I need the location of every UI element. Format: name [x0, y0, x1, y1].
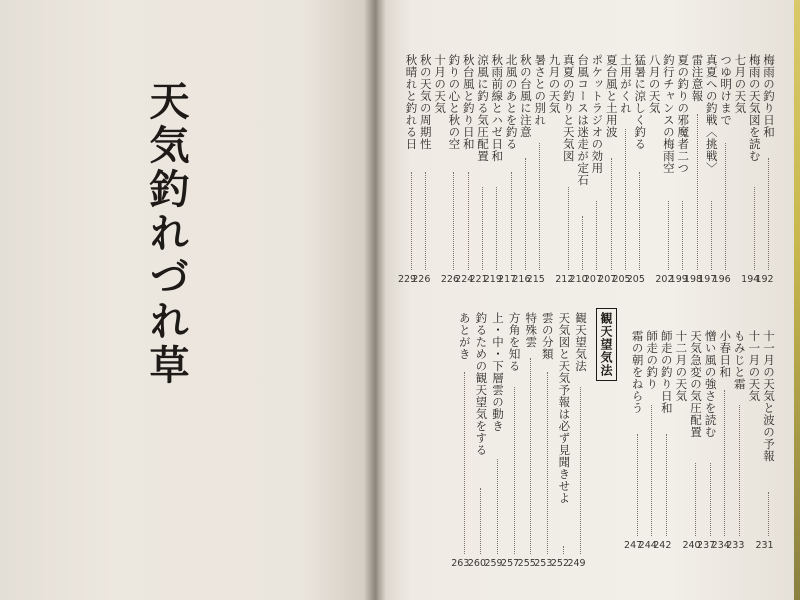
- toc-entry-label: 十月の天気: [433, 54, 448, 114]
- toc-page-number: 240: [682, 540, 701, 551]
- toc-entry-label: 釣行チャンスの梅雨空: [661, 54, 676, 174]
- toc-page-number: 194: [741, 274, 760, 285]
- toc-page-number: 249: [567, 558, 586, 569]
- toc-page-number: 242: [653, 540, 672, 551]
- toc-leader-dots: [697, 114, 698, 270]
- toc-entry: [550, 312, 572, 570]
- toc-entry-label: 北風のあとを釣る: [504, 54, 519, 150]
- toc-leader-dots: [711, 201, 712, 270]
- toc-page-number: 205: [612, 274, 631, 285]
- toc-entry-label: 真夏の釣りと天気図: [561, 54, 576, 162]
- toc-entry-label: もみじと霜: [732, 330, 747, 390]
- toc-entry-label: 秋台風と釣り日和: [461, 54, 476, 150]
- left-page: [0, 0, 378, 600]
- toc-page-number: 219: [483, 274, 502, 285]
- toc-leader-dots: [582, 216, 583, 271]
- toc-page-number: 205: [626, 274, 645, 285]
- toc-entry-label: ポケットラジオの効用: [590, 54, 605, 174]
- toc-page-number: 199: [669, 274, 688, 285]
- toc-leader-dots: [482, 187, 483, 271]
- toc-entry-label: 師走の釣り日和: [659, 330, 674, 414]
- toc-entry: [467, 312, 489, 570]
- toc-leader-dots: [480, 488, 481, 554]
- toc-leader-dots: [525, 158, 526, 271]
- toc-entry: [653, 330, 674, 552]
- toc-entry: [741, 54, 762, 286]
- toc-page-number: 252: [550, 558, 569, 569]
- toc-entry-label: 特殊雲: [524, 312, 539, 348]
- toc-leader-dots: [547, 372, 548, 554]
- toc-entry-label: 師走の釣り: [645, 330, 660, 390]
- toc-page-number: 229: [397, 274, 417, 285]
- toc-entry-label: 方角を知る: [507, 312, 522, 372]
- toc-entry: [698, 54, 719, 286]
- toc-leader-dots: [754, 187, 755, 271]
- toc-leader-dots: [651, 405, 652, 537]
- toc-leader-dots: [710, 463, 711, 537]
- toc-entry-label: 秋の台風に注意: [518, 54, 533, 138]
- toc-leader-dots: [580, 387, 581, 555]
- toc-page-number: 216: [512, 274, 531, 285]
- toc-leader-dots: [468, 172, 469, 270]
- toc-entry: [484, 312, 505, 570]
- toc-entry: [712, 54, 734, 286]
- toc-entry-label: 上・中・下層雲の動き: [491, 312, 505, 432]
- toc-entry: [674, 330, 688, 552]
- toc-page-number: 192: [755, 274, 774, 285]
- toc-entry: [669, 54, 691, 286]
- toc-entry-label: 夏台風と土用波: [604, 54, 619, 138]
- toc-entry-label: 八月の天気: [647, 54, 662, 114]
- toc-entry-label: 十一月の天気: [747, 330, 762, 402]
- toc-entry: [501, 312, 522, 570]
- toc-entry: [655, 54, 676, 286]
- toc-entry: [733, 54, 747, 286]
- toc-leader-dots: [625, 129, 626, 271]
- toc-page-number: 197: [698, 274, 717, 285]
- toc-leader-dots: [464, 372, 465, 554]
- toc-entry-label: 七月の天気: [733, 54, 748, 114]
- toc-page-number: 215: [526, 274, 545, 285]
- toc-entry: [624, 330, 645, 552]
- toc-leader-dots: [596, 201, 597, 270]
- toc-entry: [567, 312, 588, 570]
- toc-entry-label: 夏の釣りの邪魔者二つ: [676, 54, 691, 174]
- toc-page-number: 260: [467, 558, 486, 569]
- toc-page-number: 244: [638, 540, 657, 551]
- toc-leader-dots: [695, 463, 696, 537]
- toc-entry: [755, 54, 776, 286]
- toc-entry: [747, 330, 761, 552]
- right-page: [378, 0, 794, 600]
- toc-leader-dots: [514, 387, 515, 555]
- toc-entry-label: 十一月の天気と波の予報: [762, 330, 776, 462]
- toc-entry: [451, 312, 472, 570]
- toc-page-number: 207: [583, 274, 602, 285]
- toc-entry: [412, 54, 433, 286]
- toc-entry-label: 梅雨の釣り日和: [762, 54, 776, 138]
- toc-entry: [569, 54, 591, 286]
- toc-entry: [548, 54, 562, 286]
- toc-entry-label: 猛暑に涼しく釣る: [633, 54, 648, 150]
- toc-entry: [526, 54, 548, 286]
- toc-leader-dots: [497, 459, 498, 554]
- toc-page-number: 234: [711, 540, 730, 551]
- toc-entry-label: つゆ明けまで: [719, 54, 734, 126]
- toc-leader-dots: [496, 187, 497, 271]
- toc-entry-label: 梅雨の天気図を読む: [747, 54, 762, 162]
- toc-entry: [612, 54, 633, 286]
- chapter-title: 天気釣れづれ草: [143, 80, 190, 388]
- toc-entry: [498, 54, 519, 286]
- section-heading: 観天望気法: [596, 308, 617, 381]
- toc-leader-dots: [724, 390, 725, 536]
- toc-page-number: 196: [712, 274, 731, 285]
- toc-leader-dots: [725, 143, 726, 270]
- toc-leader-dots: [425, 172, 426, 270]
- toc-leader-dots: [639, 172, 640, 270]
- toc-leader-dots: [511, 172, 512, 270]
- toc-entry: [433, 54, 447, 286]
- toc-page-number: 257: [501, 558, 520, 569]
- toc-page-number: 233: [726, 540, 745, 551]
- toc-page-number: 202: [655, 274, 674, 285]
- toc-entry: [726, 330, 747, 552]
- toc-entry-label: あとがき: [457, 312, 472, 360]
- toc-leader-dots: [682, 201, 683, 270]
- toc-entry: [455, 54, 476, 286]
- toc-entry: [469, 54, 490, 286]
- toc-entry: [638, 330, 660, 552]
- toc-leader-dots: [568, 187, 569, 271]
- toc-entry-label: 釣るための観天望気をする: [474, 312, 489, 456]
- toc-entry: [697, 330, 718, 552]
- toc-entry: [555, 54, 576, 286]
- toc-entry: [711, 330, 733, 552]
- toc-page-number: 221: [469, 274, 488, 285]
- toc-entry-label: 土用がくれ: [619, 54, 633, 114]
- toc-leader-dots: [530, 358, 531, 555]
- toc-entry-label: 観天望気法: [574, 312, 588, 372]
- toc-leader-dots: [539, 143, 540, 270]
- toc-page-number: 237: [697, 540, 716, 551]
- toc-entry-label: 秋の天気の周期性: [418, 54, 433, 150]
- toc-entry: [512, 54, 533, 286]
- toc-entry-label: 天気図と天気予報は必ず見聞きせよ: [557, 312, 572, 504]
- toc-page-number: 224: [455, 274, 474, 285]
- toc-leader-dots: [666, 434, 667, 537]
- toc-entry-label: 涼風に釣る気圧配置: [476, 54, 490, 162]
- toc-leader-dots: [768, 492, 769, 537]
- toc-leader-dots: [637, 434, 638, 537]
- toc-page-number: 255: [517, 558, 536, 569]
- toc-page-number: 259: [484, 558, 503, 569]
- toc-entry-label: 憎い風の強さを読む: [703, 330, 718, 438]
- toc-leader-dots: [768, 158, 769, 271]
- toc-entry-label: 九月の天気: [547, 54, 562, 114]
- toc-entry: [397, 54, 419, 286]
- toc-page-number: 226: [440, 274, 459, 285]
- toc-entry: [648, 54, 662, 286]
- toc-entry-label: 暑さとの別れ: [533, 54, 548, 126]
- toc-entry-label: 十二月の天気: [674, 330, 689, 402]
- toc-leader-dots: [739, 405, 740, 537]
- toc-entry: [534, 312, 555, 570]
- toc-leader-dots: [453, 172, 454, 270]
- toc-entry: [755, 330, 776, 552]
- toc-page-number: 247: [624, 540, 643, 551]
- toc-page-number: 231: [755, 540, 774, 551]
- toc-page-number: 210: [569, 274, 588, 285]
- toc-entry-label: 台風コースは迷走が定石: [576, 54, 591, 186]
- toc-leader-dots: [668, 201, 669, 270]
- toc-leader-dots: [411, 172, 412, 270]
- toc-entry-label: 秋雨前線とハゼ日和: [490, 54, 505, 162]
- toc-entry-label: 霜の朝をねらう: [630, 330, 645, 414]
- toc-page-number: 263: [451, 558, 470, 569]
- toc-page-number: 226: [412, 274, 431, 285]
- toc-page-number: 212: [555, 274, 574, 285]
- toc-entry-label: 真夏への釣戦〈挑戦〉: [704, 54, 719, 174]
- toc-entry-label: 小春日和: [718, 330, 733, 378]
- toc-entry-label: 雷注意報: [690, 54, 705, 102]
- toc-page-number: 207: [598, 274, 617, 285]
- toc-page-number: 217: [498, 274, 517, 285]
- toc-entry: [517, 312, 539, 570]
- toc-leader-dots: [563, 546, 564, 554]
- toc-entry-label: 秋晴れと釣れる日: [404, 54, 419, 150]
- book-gutter: [364, 0, 386, 600]
- toc-entry-label: 釣りの心と秋の空: [447, 54, 462, 150]
- page-edge: [794, 0, 800, 600]
- toc-entry: [682, 330, 703, 552]
- toc-page-number: 198: [683, 274, 703, 285]
- toc-entry-label: 天気急変の気圧配置: [689, 330, 703, 438]
- toc-page-number: 253: [534, 558, 553, 569]
- toc-leader-dots: [611, 158, 612, 271]
- toc-entry: [598, 54, 619, 286]
- toc-entry-label: 雲の分類: [540, 312, 555, 360]
